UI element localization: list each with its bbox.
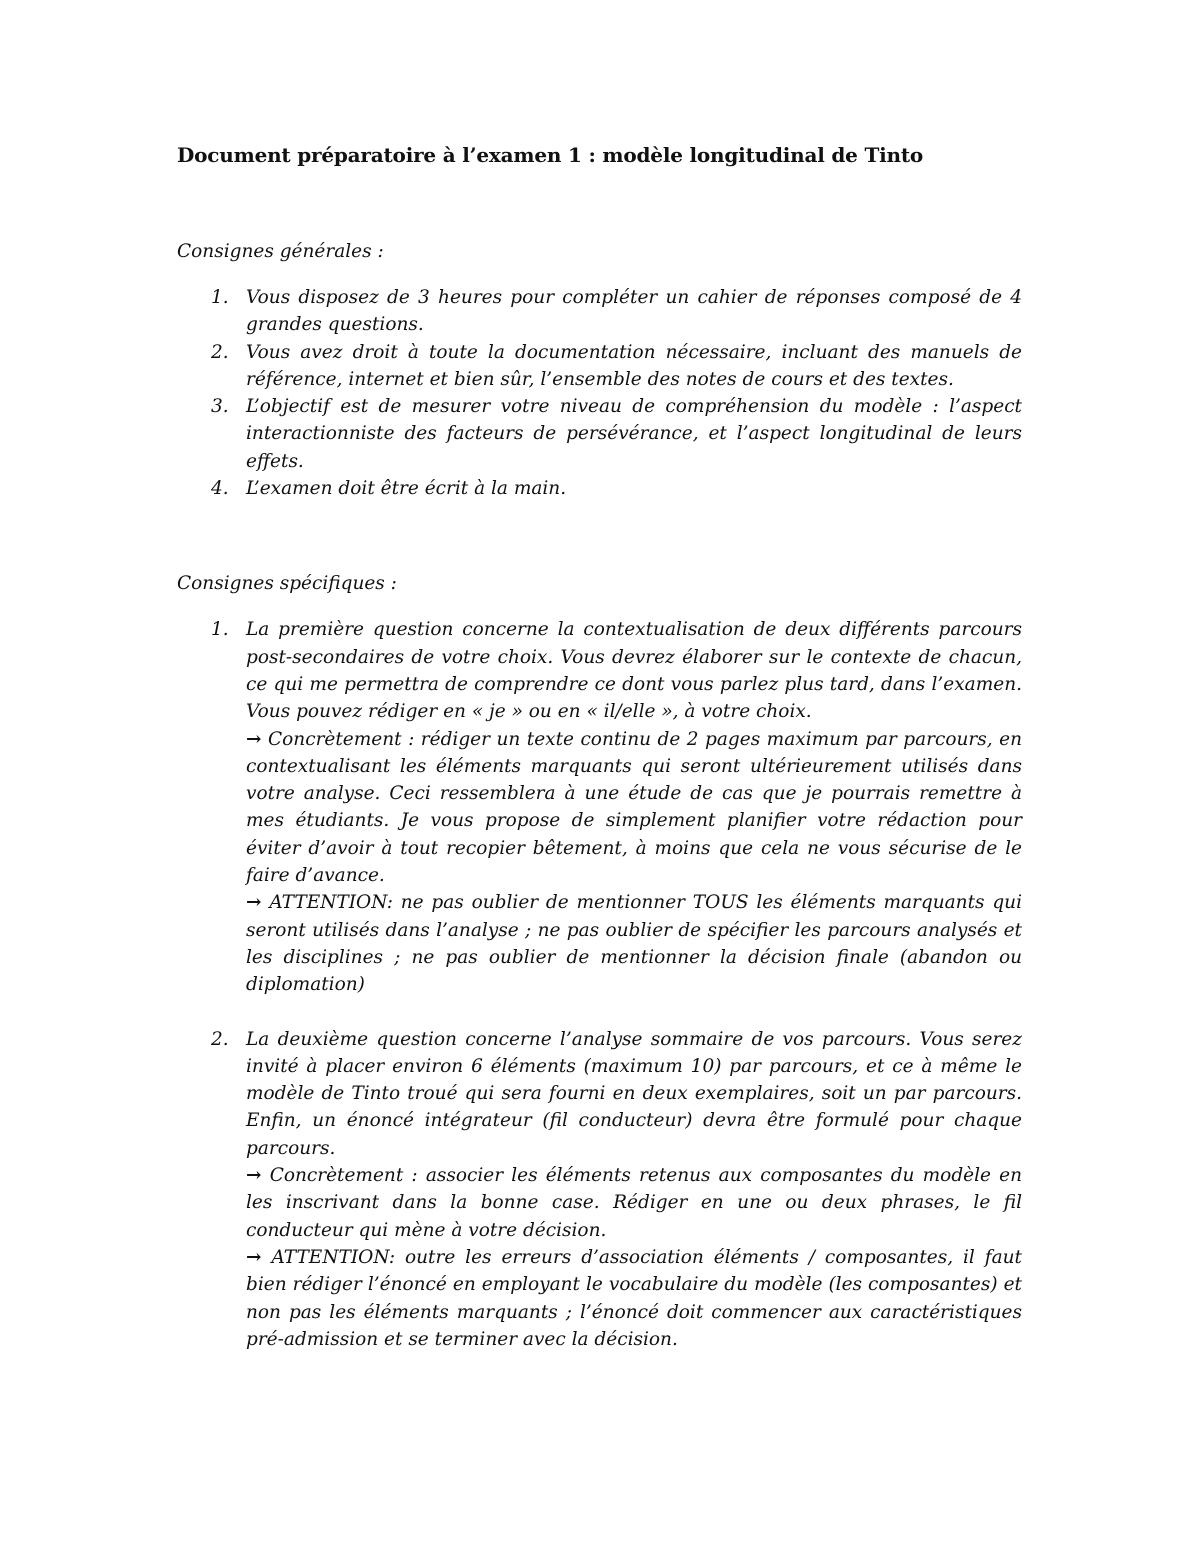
section-heading-consignes-generales: Consignes générales : xyxy=(177,241,384,262)
list-item xyxy=(177,475,1022,502)
list-item xyxy=(177,1026,1022,1354)
document-title: Document préparatoire à l’examen 1 : modèle longitudinal de Tinto xyxy=(177,143,924,167)
document-page xyxy=(177,140,1022,1353)
concretement-paragraph xyxy=(246,726,1022,890)
list-item-text: L’objectif est de mesurer votre niveau de compréhension du modèle : l’aspect interactionniste des facteurs de persévérance, et l’aspect longitudinal de leurs effets. xyxy=(246,396,1022,472)
list-item-text: Vous disposez de 3 heures pour compléter un cahier de réponses composé de 4 grandes questions. xyxy=(246,287,1022,336)
section-heading-consignes-specifiques: Consignes spécifiques : xyxy=(177,573,397,595)
concretement-text: Concrètement : rédiger un texte continu de 2 pages maximum par parcours, en contextualisant les éléments marquants qui seront ultérieurement utilisés dans votre analyse. Ceci ressemblera à une étude de cas que je pourrais remettre à mes étudiants. Je vous propose de simplement planifier votre rédaction pour éviter d’avoir à tout recopier bêtement, à moins que cela ne vous sécurise de le faire d’avance. xyxy=(246,728,1022,887)
list-item xyxy=(177,284,1022,339)
list-item-number: 2. xyxy=(211,341,229,363)
list-item-number: 4. xyxy=(211,478,229,500)
list-item-number: 1. xyxy=(211,287,229,308)
list-item-number: 2. xyxy=(211,1028,229,1050)
list-item xyxy=(177,616,1022,998)
consignes-generales-list xyxy=(177,284,1022,502)
attention-paragraph xyxy=(246,1244,1022,1353)
question-intro: La première question concerne la contextualisation de deux différents parcours post-secondaires de votre choix. Vous devrez élaborer sur le contexte de chacun, ce qui me permettra de comprendre ce dont vous parlez plus tard, dans l’examen. Vous pouvez rédiger en « je » ou en « il/elle », à votre choix. xyxy=(246,619,1022,723)
list-item-text: Vous avez droit à toute la documentation nécessaire, incluant des manuels de référence, internet et bien sûr, l’ensemble des notes de cours et des textes. xyxy=(246,341,1022,390)
attention-text: ATTENTION: ne pas oublier de mentionner TOUS les éléments marquants qui seront utilisés dans l’analyse ; ne pas oublier de spécifier les parcours analysés et les disciplines ; ne pas oublier de mentionner la décision finale (abandon ou diplomation) xyxy=(246,892,1023,996)
question-intro: La deuxième question concerne l’analyse sommaire de vos parcours. Vous serez invité à placer environ 6 éléments (maximum 10) par parcours, et ce à même le modèle de Tinto troué qui sera fourni en deux exemplaires, soit un par parcours. Enfin, un énoncé intégrateur (fil conducteur) devra être formulé pour chaque parcours. xyxy=(246,1028,1022,1159)
concretement-paragraph xyxy=(246,1162,1022,1244)
arrow-right-icon: → xyxy=(246,1246,262,1268)
attention-paragraph xyxy=(246,889,1022,998)
concretement-text: Concrètement : associer les éléments retenus aux composantes du modèle en les inscrivant dans la bonne case. Rédiger en une ou deux phrases, le fil conducteur qui mène à votre décision. xyxy=(246,1165,1022,1241)
list-item xyxy=(177,393,1022,475)
attention-text: ATTENTION: outre les erreurs d’association éléments / composantes, il faut bien rédiger l’énoncé en employant le vocabulaire du modèle (les composantes) et non pas les éléments marquants ; l’énoncé doit commencer aux caractéristiques pré-admission et se terminer avec la décision. xyxy=(246,1246,1022,1350)
list-item xyxy=(177,339,1022,394)
list-item-number: 1. xyxy=(211,619,229,641)
arrow-right-icon: → xyxy=(246,728,262,750)
arrow-right-icon: → xyxy=(246,892,262,914)
list-item-text: L’examen doit être écrit à la main. xyxy=(246,478,567,500)
list-item-number: 3. xyxy=(211,396,229,418)
arrow-right-icon: → xyxy=(246,1165,262,1187)
consignes-specifiques-list xyxy=(177,616,1022,1353)
